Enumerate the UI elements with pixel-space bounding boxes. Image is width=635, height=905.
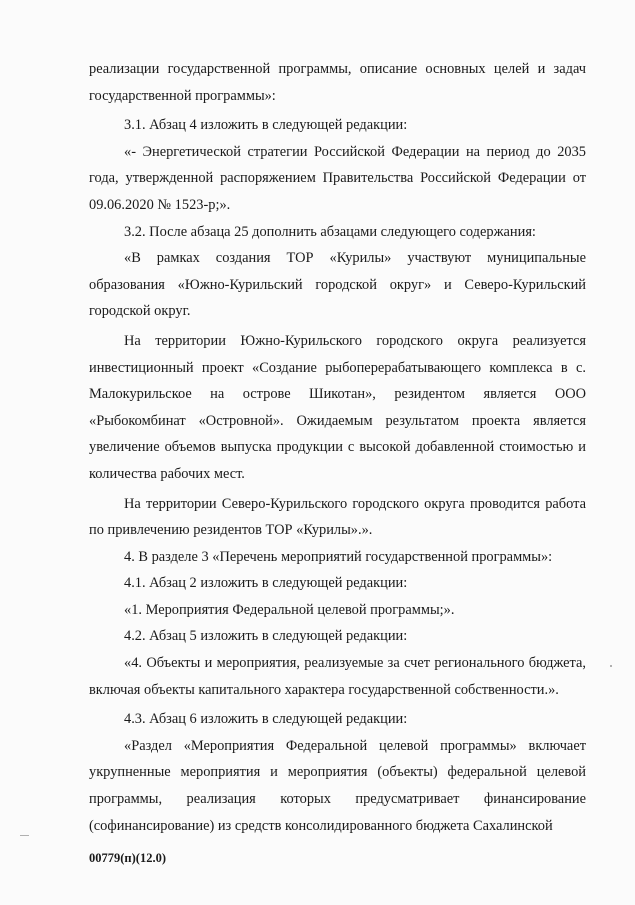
paragraph: На территории Южно-Курильского городского округа реализуется инвестиционный проект «Создание рыбоперерабатывающего комплекса в с. Малокурильское на острове Шикотан», резидентом является ООО «Рыбокомбинат «Островной». Ожидаемым результатом проекта является увеличение объемов выпуска продукции с высокой добавленной стоимостью и количества рабочих мест.: [89, 332, 586, 482]
paragraph: 3.2. После абзаца 25 дополнить абзацами следующего содержания:: [124, 223, 536, 240]
paragraph: «- Энергетической стратегии Российской Федерации на период до 2035 года, утвержденной распоряжением Правительства Российской Федерации от 09.06.2020 № 1523-р;».: [89, 143, 586, 213]
document-body: [89, 56, 586, 839]
paragraph: «Раздел «Мероприятия Федеральной целевой программы» включает укрупненные мероприятия и мероприятия (объекты) федеральной целевой программы, реализация которых предусматривает финансирование (софинансирование) из средств консолидированного бюджета Сахалинской: [89, 737, 586, 834]
scan-mark: [20, 835, 29, 836]
paragraph: На территории Северо-Курильского городского округа проводится работа по привлечению резидентов ТОР «Курилы».».: [89, 495, 586, 539]
paragraph: «4. Объекты и мероприятия, реализуемые за счет регионального бюджета, включая объекты капитального характера государственной собственности.».: [89, 655, 586, 698]
paragraph: 4.3. Абзац 6 изложить в следующей редакции:: [124, 711, 408, 728]
paragraph: 3.1. Абзац 4 изложить в следующей редакции:: [124, 117, 408, 134]
paragraph: «1. Мероприятия Федеральной целевой программы;».: [124, 601, 455, 618]
paragraph: 4. В разделе 3 «Перечень мероприятий государственной программы»:: [124, 548, 553, 565]
paragraph: «В рамках создания ТОР «Курилы» участвуют муниципальные образования «Южно-Курильский городской округ» и Северо-Курильский городской округ.: [89, 250, 586, 320]
paragraph: 4.2. Абзац 5 изложить в следующей редакции:: [124, 628, 408, 645]
document-code: 00779(п)(12.0): [89, 851, 166, 865]
scan-mark: [610, 665, 612, 667]
paragraph: реализации государственной программы, описание основных целей и задач государственной программы»:: [89, 61, 586, 104]
paragraph: 4.1. Абзац 2 изложить в следующей редакции:: [124, 575, 408, 592]
